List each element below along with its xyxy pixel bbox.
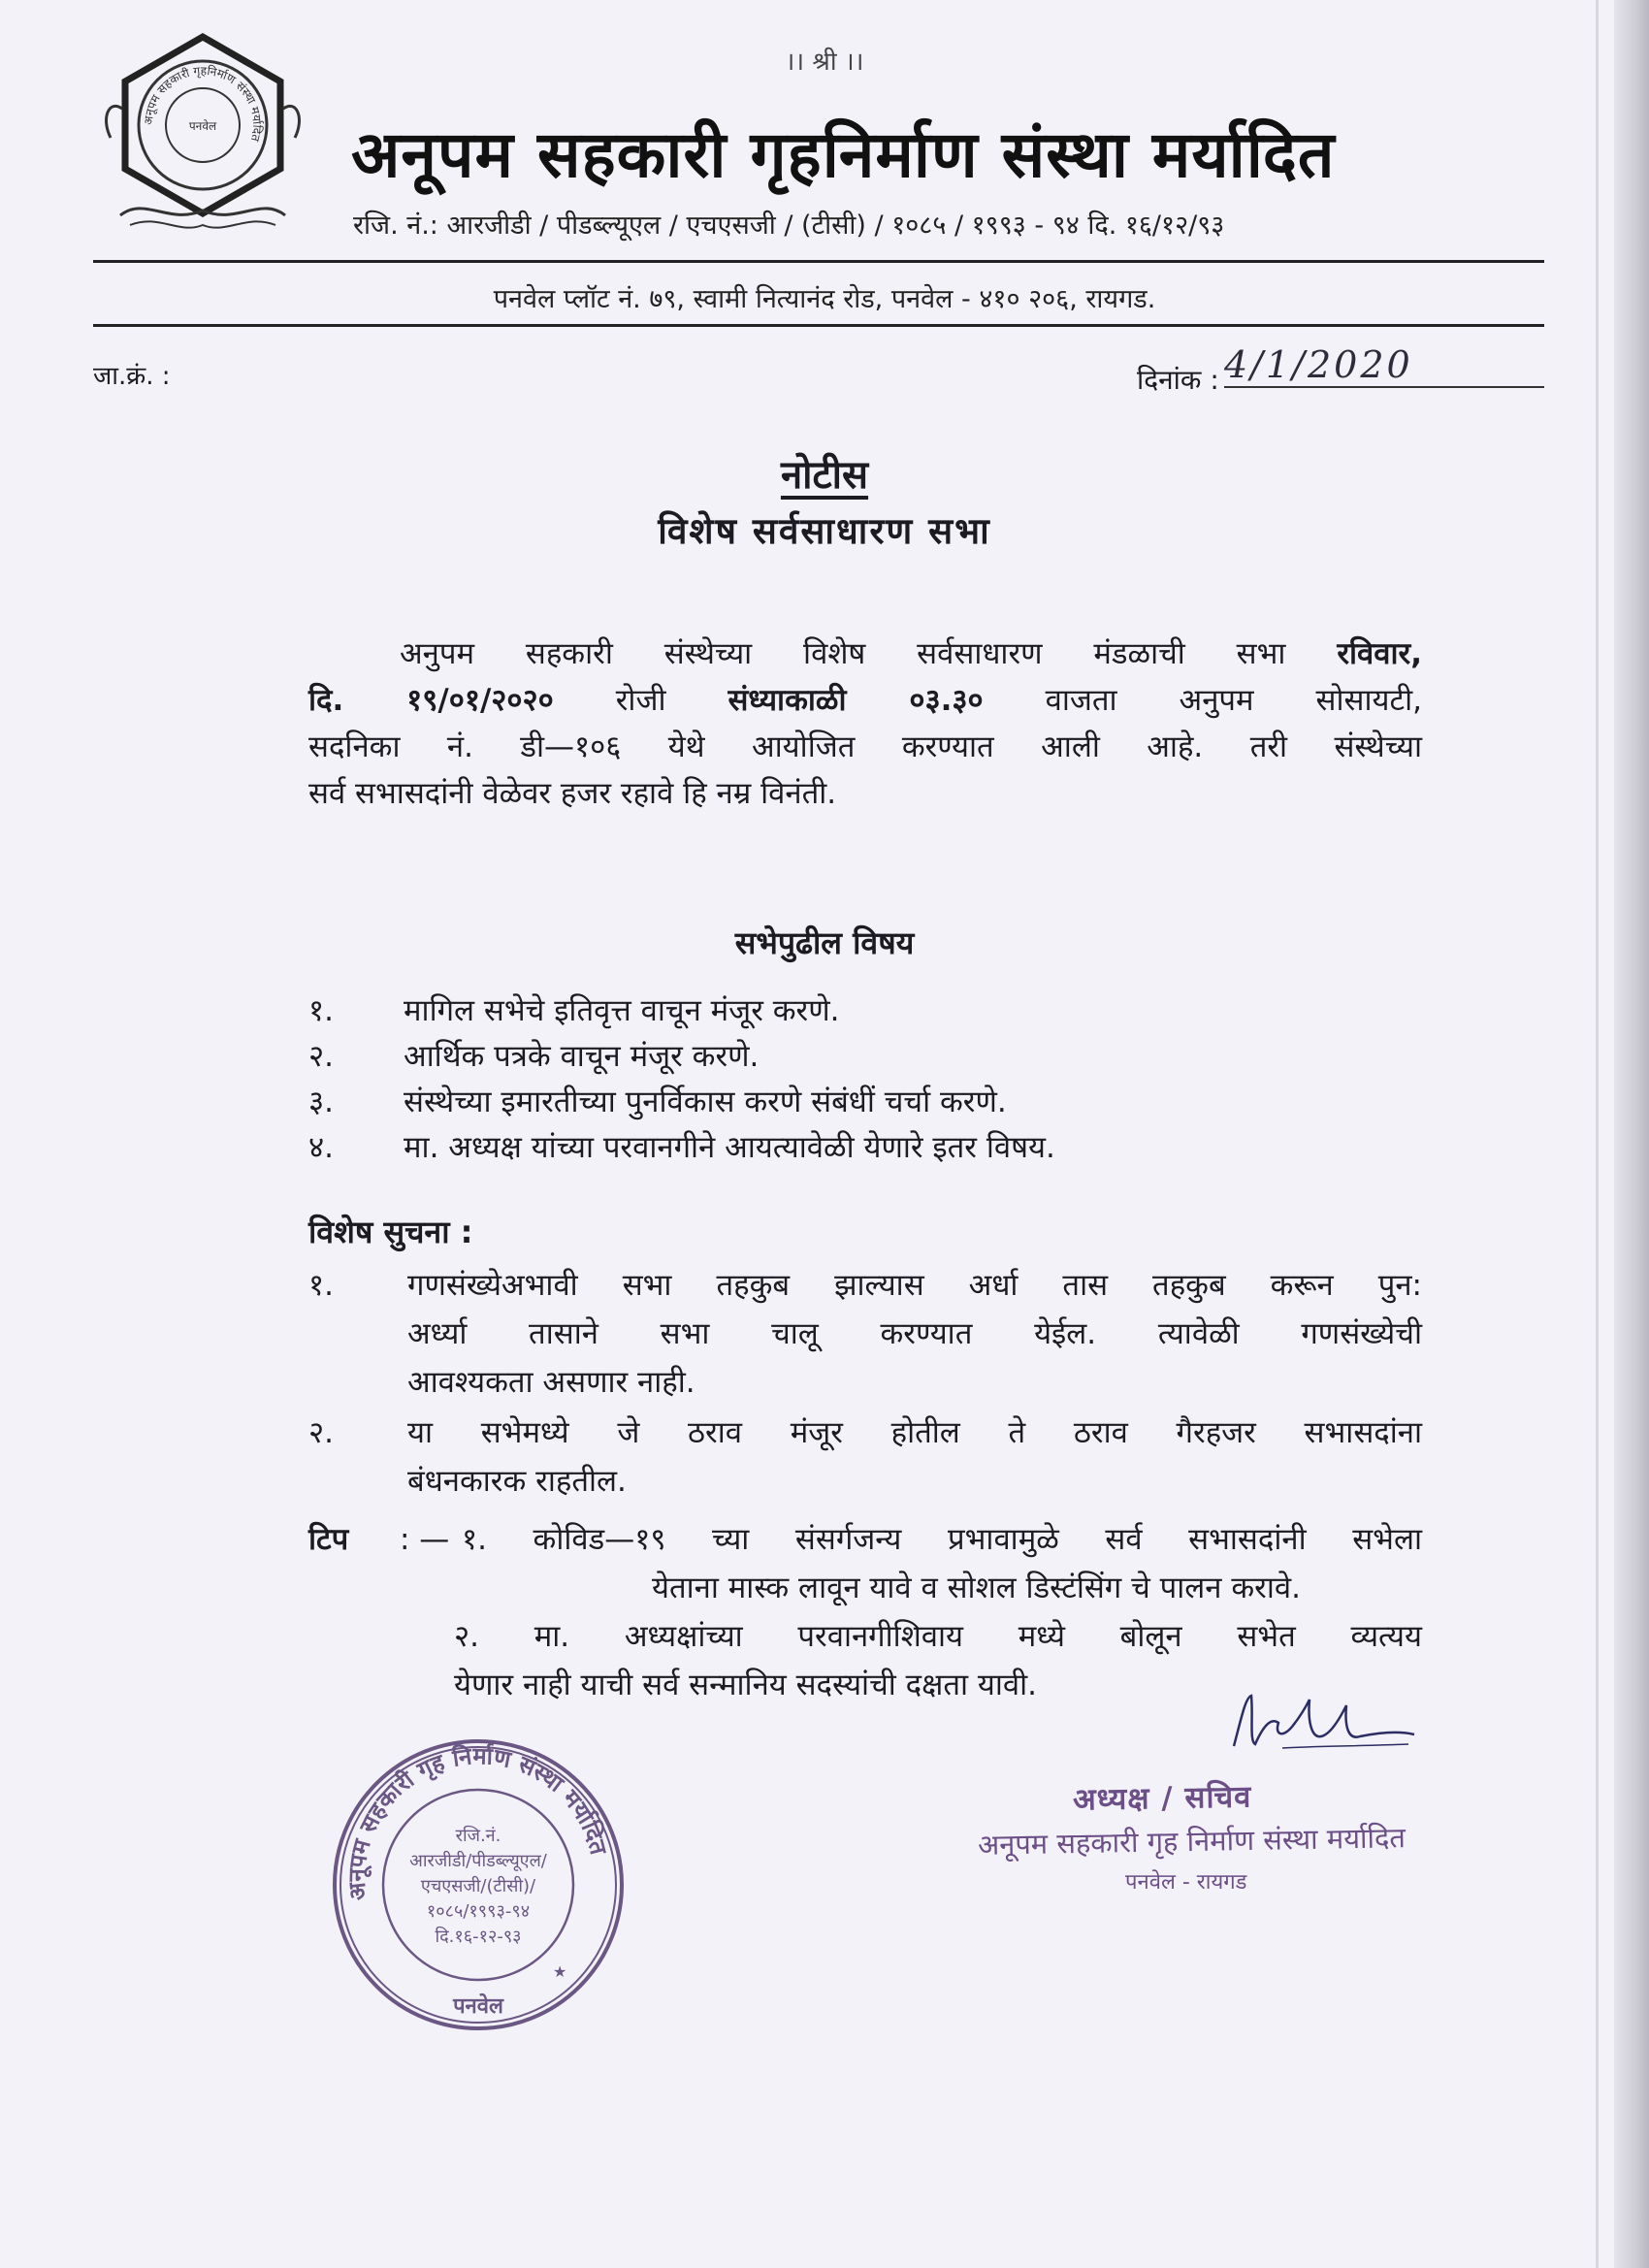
date-underline: [1224, 386, 1544, 388]
registration-number: रजि. नं.: आरजीडी / पीडब्ल्यूएल / एचएसजी / (टीसी) / १०८५ / १९९३ - ९४ दि. १६/१२/९३: [353, 211, 1225, 241]
society-logo-icon: [101, 31, 305, 240]
tip-line: येणार नाही याची सर्व सन्मानिय सदस्यांची दक्षता यावी.: [454, 1668, 1038, 1702]
shri-invocation: ।। श्री ।।: [785, 48, 864, 77]
seal-line: रजि.नं.: [455, 1826, 501, 1846]
signatory-organization: अनूपम सहकारी गृह निर्माण संस्था मर्यादित: [977, 1821, 1406, 1862]
list-item: [308, 1081, 1375, 1126]
page-edge-line: [1596, 0, 1599, 2268]
seal-ring-text: अनूपम सहकारी गृह निर्माण संस्था मर्यादित: [342, 1742, 613, 1902]
header-rule-bottom: [93, 324, 1544, 327]
agenda-text: मागिल सभेचे इतिवृत्त वाचून मंजूर करणे.: [404, 993, 840, 1028]
signatory-place: पनवेल - रायगड: [1125, 1870, 1247, 1895]
agenda-list: [308, 989, 1375, 1172]
page-edge-shadow: [1614, 0, 1649, 2268]
agenda-number: २.: [308, 1039, 334, 1074]
agenda-heading: सभेपुढील विषय: [734, 924, 915, 961]
agenda-text: आर्थिक पत्रके वाचून मंजूर करणे.: [404, 1039, 760, 1074]
tip-item-1: [462, 1515, 1422, 1612]
svg-text:★: ★: [553, 1962, 567, 1981]
note-line: आवश्यकता असणार नाही.: [407, 1365, 695, 1400]
note-number: १.: [308, 1268, 334, 1303]
meeting-time: संध्याकाळी ०३.३०: [728, 683, 984, 718]
seal-line: आरजीडी/पीडब्ल्यूएल/: [409, 1851, 547, 1871]
paragraph-line-2: [308, 677, 1422, 724]
seal-line: एचएसजी/(टीसी)/: [420, 1876, 536, 1896]
agenda-number: ४.: [308, 1130, 334, 1165]
list-item: [308, 1409, 1422, 1506]
paragraph-line-3: सदनिका नं. डी—१०६ येथे आयोजित करण्यात आली आहे. तरी संस्थेच्या: [308, 729, 1422, 764]
paragraph-line-4: सर्व सभासदांनी वेळेवर हजर रहावे हि नम्र विनंती.: [308, 776, 837, 811]
handwritten-date: 4/1/2020: [1224, 343, 1413, 386]
seal-line: दि.१६-१२-९३: [435, 1927, 522, 1947]
agenda-text: मा. अध्यक्ष यांच्या परवानगीने आयत्यावेळी येणारे इतर विषय.: [404, 1130, 1055, 1165]
date-label: दिनांक :: [1137, 364, 1219, 396]
agenda-number: १.: [308, 993, 334, 1028]
meeting-date: दि. १९/०१/२०२०: [308, 683, 554, 718]
special-notes-heading: विशेष सुचना :: [308, 1214, 473, 1250]
organization-name: अनूपम सहकारी गृहनिर्माण संस्था मर्यादित: [351, 117, 1336, 192]
organization-address: पनवेल प्लॉट नं. ७९, स्वामी नित्यानंद रोड, पनवेल - ४१० २०६, रायगड.: [493, 284, 1156, 314]
list-item: [308, 1261, 1422, 1407]
list-item: [308, 1126, 1375, 1172]
signatory-role: अध्यक्ष / सचिव: [1072, 1779, 1252, 1818]
tip-line: येताना मास्क लावून यावे व सोशल डिस्टंसिंग चे पालन करावे.: [652, 1571, 1301, 1605]
notice-title: नोटीस: [780, 453, 869, 498]
special-notes-list: [308, 1261, 1422, 1507]
logo-ring-text: अनूपम सहकारी गृहनिर्माण संस्था मर्यादित: [141, 63, 265, 144]
tip-line: २. मा. अध्यक्षांच्या परवानगीशिवाय मध्ये बोलून सभेत व्यत्यय: [454, 1619, 1422, 1654]
paragraph-line-1-text: अनुपम सहकारी संस्थेच्या विशेष सर्वसाधारण मंडळाची सभा: [400, 636, 1286, 671]
note-line: बंधनकारक राहतील.: [407, 1464, 627, 1499]
note-line: गणसंख्येअभावी सभा तहकुब झाल्यास अर्धा तास तहकुब करून पुन:: [407, 1268, 1422, 1303]
list-item: [308, 989, 1375, 1035]
list-item: [308, 1035, 1375, 1081]
meeting-day: रविवार,: [1337, 636, 1422, 671]
agenda-text: संस्थेच्या इमारतीच्या पुनर्विकास करणे संबंधीं चर्चा करणे.: [404, 1085, 1007, 1119]
agenda-number: ३.: [308, 1085, 334, 1119]
paragraph-line-2-tail: वाजता अनुपम सोसायटी,: [1045, 683, 1422, 718]
tip-dash: : —: [400, 1522, 450, 1557]
reference-number-label: जा.क्रं. :: [93, 362, 171, 391]
meeting-paragraph: [308, 631, 1422, 817]
seal-bottom-text: पनवेल: [453, 1994, 503, 2019]
note-line: अर्ध्या तासाने सभा चालू करण्यात येईल. त्यावेळी गणसंख्येची: [407, 1316, 1422, 1351]
seal-line: १०८५/१९९३-९४: [426, 1901, 531, 1922]
header-rule-top: [93, 260, 1544, 263]
note-number: २.: [308, 1415, 334, 1450]
round-seal: [328, 1734, 629, 2035]
tip-line: १. कोविड—१९ च्या संसर्गजन्य प्रभावामुळे सर्व सभासदांनी सभेला: [462, 1522, 1422, 1557]
notice-subtitle: विशेष सर्वसाधारण सभा: [658, 510, 991, 552]
logo-center-text: पनवेल: [188, 119, 217, 133]
signature-scribble-icon: [1224, 1688, 1418, 1756]
tip-label: टिप: [308, 1522, 349, 1557]
note-line: या सभेमध्ये जे ठराव मंजूर होतील ते ठराव गैरहजर सभासदांना: [407, 1415, 1422, 1450]
paragraph-line-1: [308, 631, 1422, 677]
paragraph-line-2-text: रोजी: [615, 683, 666, 718]
